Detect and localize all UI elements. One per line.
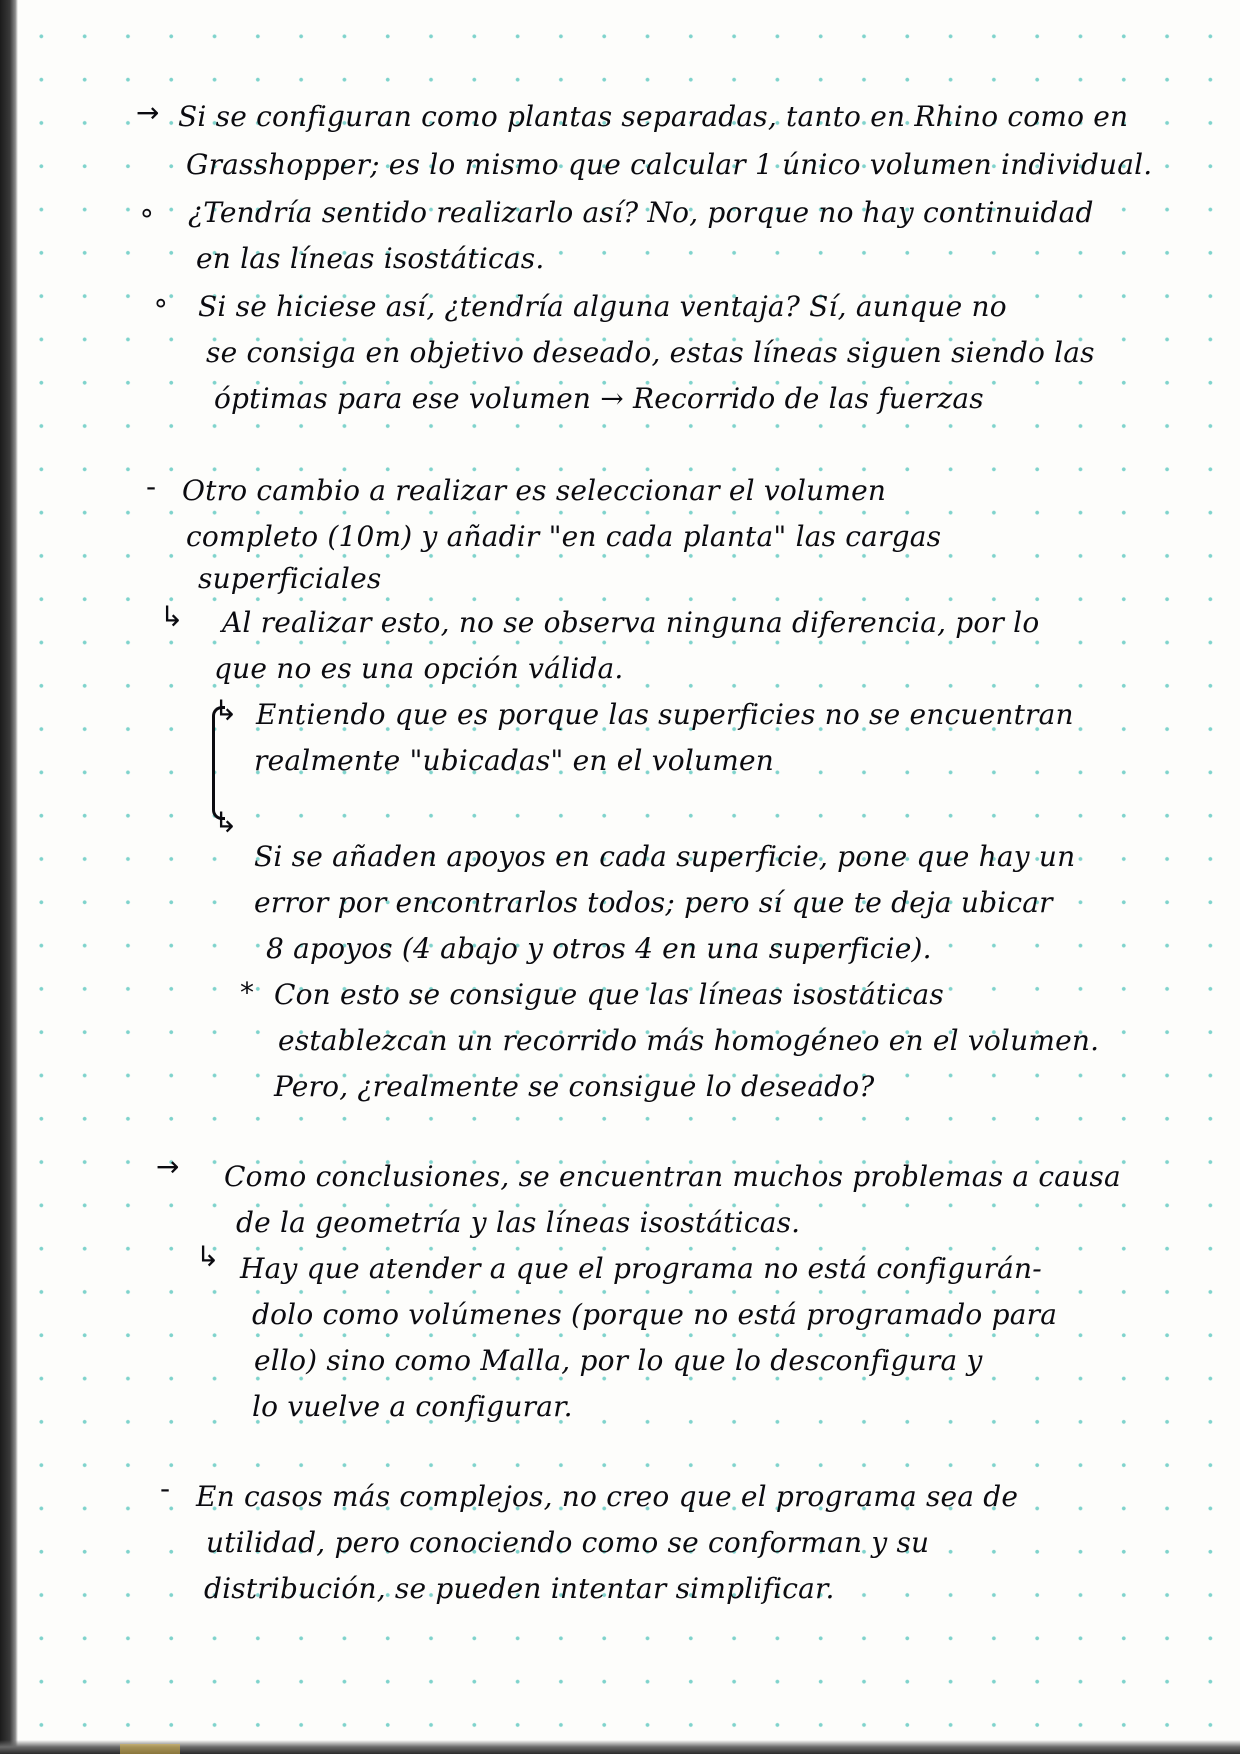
note-line: establezcan un recorrido más homogéneo en el volumen. xyxy=(278,1024,1100,1057)
hook-marker: ↳ xyxy=(214,694,238,727)
note-line: realmente "ubicadas" en el volumen xyxy=(254,744,774,777)
note-line: completo (10m) y añadir "en cada planta" las cargas xyxy=(186,520,942,553)
note-line: Como conclusiones, se encuentran muchos problemas a causa xyxy=(224,1160,1121,1193)
note-line: de la geometría y las líneas isostáticas. xyxy=(236,1206,801,1239)
note-line: Entiendo que es porque las superficies no se encuentran xyxy=(256,698,1074,731)
page-stain xyxy=(120,1744,180,1754)
note-line: Pero, ¿realmente se consigue lo deseado? xyxy=(274,1070,875,1103)
note-line: Al realizar esto, no se observa ninguna diferencia, por lo xyxy=(222,606,1040,639)
note-line: que no es una opción válida. xyxy=(214,652,624,685)
note-line: lo vuelve a configurar. xyxy=(252,1390,573,1423)
hook-marker: ↳ xyxy=(160,600,184,633)
notebook-binding xyxy=(0,0,18,1754)
note-line: dolo como volúmenes (porque no está programado para xyxy=(252,1298,1058,1331)
note-line: utilidad, pero conociendo como se conforman y su xyxy=(206,1526,930,1559)
note-line: Otro cambio a realizar es seleccionar el volumen xyxy=(182,474,887,507)
bullet-marker: ∘ xyxy=(152,286,170,319)
arrow-marker: → xyxy=(136,96,160,129)
hook-marker: ↳ xyxy=(196,1240,220,1273)
note-line: Con esto se consigue que las líneas isostáticas xyxy=(274,978,944,1011)
star-marker: * xyxy=(240,976,254,1009)
note-line: superficiales xyxy=(198,562,382,595)
arrow-marker: → xyxy=(156,1150,180,1183)
note-line: en las líneas isostáticas. xyxy=(196,242,545,275)
note-line: se consiga en objetivo deseado, estas líneas siguen siendo las xyxy=(206,336,1095,369)
note-line: En casos más complejos, no creo que el programa sea de xyxy=(196,1480,1019,1513)
note-line: Si se hiciese así, ¿tendría alguna ventaja? Sí, aunque no xyxy=(198,290,1007,323)
note-line: 8 apoyos (4 abajo y otros 4 en una superficie). xyxy=(266,932,932,965)
dash-marker: - xyxy=(146,470,157,503)
note-line: ¿Tendría sentido realizarlo así? No, porque no hay continuidad xyxy=(188,196,1094,229)
hook-marker: ↳ xyxy=(214,806,238,839)
note-line: error por encontrarlos todos; pero sí que te deja ubicar xyxy=(254,886,1053,919)
note-line: distribución, se pueden intentar simplificar. xyxy=(204,1572,835,1605)
note-line: Si se añaden apoyos en cada superficie, pone que hay un xyxy=(254,840,1076,873)
note-line: ello) sino como Malla, por lo que lo desconfigura y xyxy=(254,1344,983,1377)
note-line: Grasshopper; es lo mismo que calcular 1 único volumen individual. xyxy=(186,148,1153,181)
note-line: Hay que atender a que el programa no está configurán- xyxy=(240,1252,1042,1285)
bullet-marker: ∘ xyxy=(138,196,156,229)
dash-marker: - xyxy=(160,1472,171,1505)
note-line: óptimas para ese volumen → Recorrido de las fuerzas xyxy=(214,382,984,415)
page-bottom-edge xyxy=(0,1740,1240,1754)
note-line: Si se configuran como plantas separadas, tanto en Rhino como en xyxy=(178,100,1129,133)
